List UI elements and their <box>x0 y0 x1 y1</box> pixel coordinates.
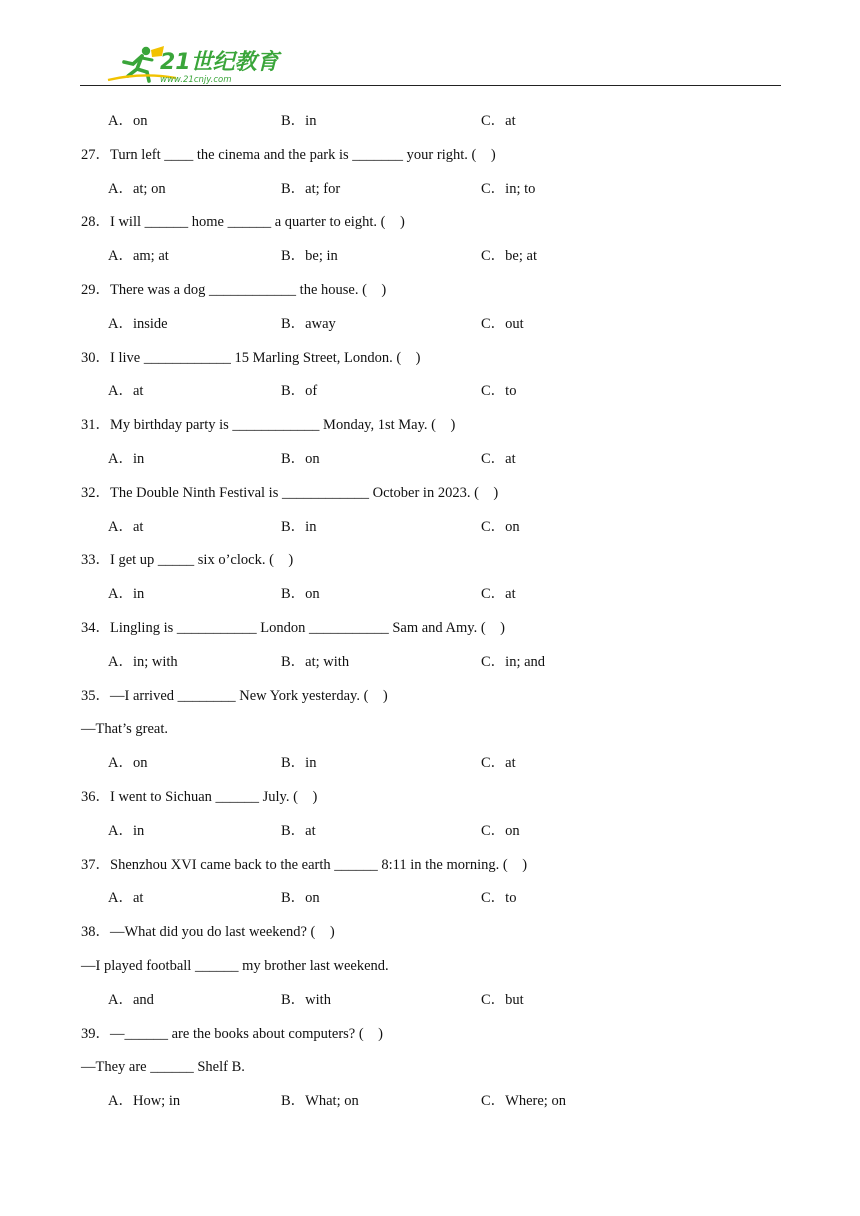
answer-option-a: A．inside <box>108 315 168 332</box>
header-divider <box>80 85 781 86</box>
question-text: 35．—I arrived ________ New York yesterday. ( ) <box>81 687 388 704</box>
answer-option-a: A．and <box>108 991 154 1008</box>
answer-option-c: C．on <box>481 518 520 535</box>
answer-option-a: A．at; on <box>108 180 166 197</box>
answer-option-c: C．at <box>481 755 516 772</box>
logo <box>102 42 282 86</box>
answer-option-a: A．at <box>108 383 144 400</box>
answer-option-c: C．at <box>481 451 516 467</box>
answer-option-b: B．at; with <box>281 653 350 670</box>
question-text: 32．The Double Ninth Festival is ____________ October in 2023. ( ) <box>81 484 499 501</box>
answer-option-b: B．on <box>281 451 320 467</box>
dialogue-line: —That’s great. <box>81 721 168 738</box>
answer-option-b: B．away <box>281 315 336 332</box>
answer-option-a: A．am; at <box>108 248 169 265</box>
answer-option-c: C．but <box>481 991 524 1008</box>
answer-option-a: A．in <box>108 451 145 467</box>
question-text: 27．Turn left ____ the cinema and the park is _______ your right. ( ) <box>81 146 496 163</box>
answer-option-a: A．in <box>108 822 145 839</box>
answer-option-b: B．on <box>281 586 320 603</box>
answer-option-a: A．in <box>108 586 145 603</box>
answer-option-c: C．on <box>481 822 520 839</box>
answer-option-c: C．at <box>481 113 516 129</box>
page-header <box>80 40 781 88</box>
answer-option-b: B．at <box>281 822 316 839</box>
question-text: 30．I live ____________ 15 Marling Street, London. ( ) <box>81 349 421 366</box>
answer-option-a: A．at <box>108 890 144 907</box>
question-text: 31．My birthday party is ____________ Monday, 1st May. ( ) <box>81 417 456 434</box>
answer-option-c: C．to <box>481 890 517 907</box>
answer-option-c: C．be; at <box>481 248 537 265</box>
answer-option-c: C．Where; on <box>481 1093 566 1110</box>
answer-option-b: B．with <box>281 991 331 1008</box>
answer-option-b: B．in <box>281 518 317 535</box>
answer-option-c: C．at <box>481 586 516 603</box>
answer-option-a: A．at <box>108 518 144 535</box>
answer-option-c: C．to <box>481 383 517 400</box>
answer-option-c: C．in; and <box>481 653 546 670</box>
answer-option-c: C．out <box>481 315 524 332</box>
answer-option-b: B．be; in <box>281 248 338 265</box>
answer-option-a: A．on <box>108 755 148 772</box>
answer-option-a: A．on <box>108 113 148 129</box>
question-text: 29．There was a dog ____________ the house. ( ) <box>81 282 387 298</box>
answer-option-b: B．in <box>281 113 317 129</box>
question-text: 36．I went to Sichuan ______ July. ( ) <box>81 789 318 805</box>
answer-option-b: B．of <box>281 383 318 400</box>
dialogue-line: —I played football ______ my brother last weekend. <box>81 958 389 974</box>
answer-option-c: C．in; to <box>481 180 536 197</box>
dialogue-line: —They are ______ Shelf B. <box>81 1059 245 1076</box>
question-text: 38．—What did you do last weekend? ( ) <box>81 924 335 941</box>
question-text: 33．I get up _____ six o’clock. ( ) <box>81 552 294 569</box>
answer-option-b: B．What; on <box>281 1093 359 1110</box>
answer-option-b: B．at; for <box>281 180 341 197</box>
svg-text:21世纪教育: 21世纪教育 <box>160 50 279 75</box>
svg-text:www.21cnjy.com: www.21cnjy.com <box>160 75 232 85</box>
question-text: 37．Shenzhou XVI came back to the earth ______ 8:11 in the morning. ( ) <box>81 856 528 873</box>
answer-option-b: B．on <box>281 890 320 907</box>
question-text: 34．Lingling is ___________ London ___________ Sam and Amy. ( ) <box>81 620 505 636</box>
answer-option-a: A．How; in <box>108 1093 181 1110</box>
answer-option-a: A．in; with <box>108 653 178 670</box>
question-text: 28．I will ______ home ______ a quarter to eight. ( ) <box>81 214 405 231</box>
question-text: 39．—______ are the books about computers? ( ) <box>81 1025 384 1042</box>
answer-option-b: B．in <box>281 755 317 772</box>
